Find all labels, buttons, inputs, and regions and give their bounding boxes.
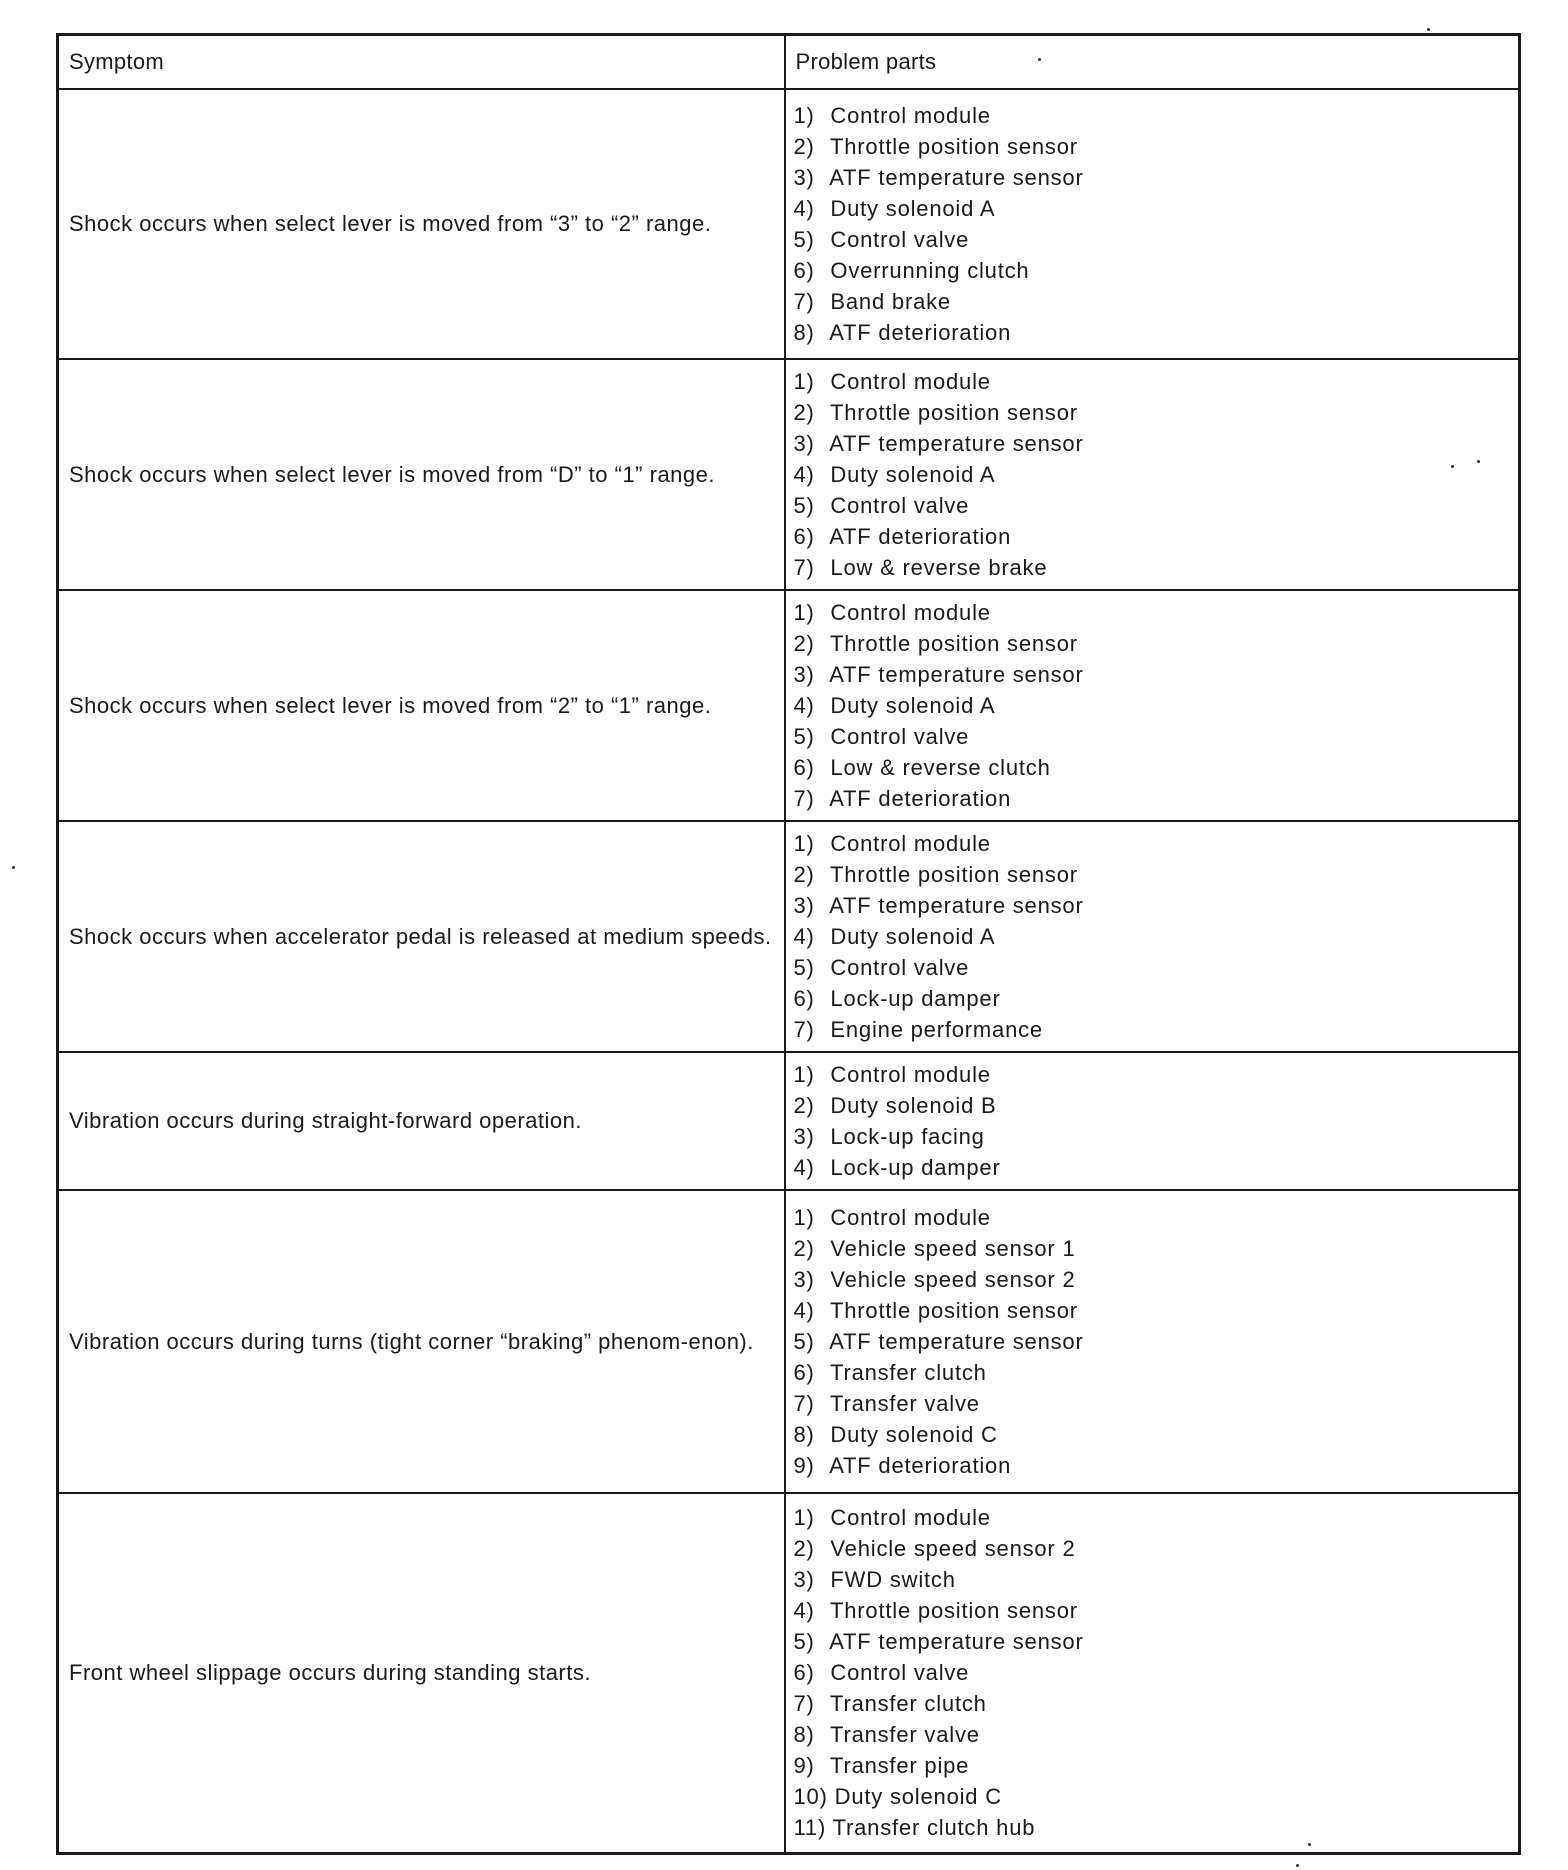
symptom-table — [56, 33, 1521, 1855]
list-item — [794, 1626, 1511, 1657]
document-page — [56, 33, 1518, 1855]
list-item — [794, 783, 1511, 814]
part-name: Control module — [830, 1062, 991, 1087]
list-item — [794, 1750, 1511, 1781]
part-name: Control module — [830, 1205, 991, 1230]
list-item — [794, 366, 1511, 397]
list-item — [794, 552, 1511, 583]
list-item — [794, 1202, 1511, 1233]
item-number: 4) — [793, 1155, 815, 1180]
list-item — [794, 1450, 1511, 1481]
part-name: Throttle position sensor — [830, 631, 1078, 656]
part-name: Throttle position sensor — [830, 134, 1078, 159]
list-item — [794, 162, 1511, 193]
list-item — [794, 752, 1511, 783]
problem-parts-cell — [785, 89, 1520, 359]
list-item — [794, 1812, 1511, 1843]
item-number: 6) — [793, 258, 815, 283]
item-number: 5) — [793, 1329, 815, 1354]
item-number: 8) — [793, 1422, 815, 1447]
part-name: Transfer clutch — [830, 1691, 987, 1717]
item-number: 5) — [793, 1629, 815, 1655]
part-name: Transfer valve — [830, 1722, 980, 1748]
problem-parts-cell — [785, 1493, 1520, 1853]
item-number: 2) — [793, 1093, 815, 1118]
list-item — [794, 317, 1511, 348]
list-item — [794, 952, 1511, 983]
part-name: ATF temperature sensor — [829, 1329, 1084, 1354]
item-number: 3) — [793, 1567, 815, 1593]
problem-parts-cell — [785, 590, 1520, 821]
list-item — [794, 1595, 1511, 1626]
item-number: 6) — [793, 1360, 815, 1385]
part-name: Control module — [830, 103, 991, 128]
item-number: 3) — [793, 1267, 815, 1292]
item-number: 3) — [793, 431, 815, 456]
part-name: ATF temperature sensor — [829, 893, 1084, 918]
list-item — [794, 721, 1511, 752]
list-item — [794, 1719, 1511, 1750]
part-name: Vehicle speed sensor 2 — [830, 1267, 1076, 1292]
item-number: 3) — [793, 165, 815, 190]
list-item — [794, 628, 1511, 659]
item-number: 3) — [793, 1124, 815, 1149]
item-number: 1) — [793, 369, 815, 394]
part-name: Transfer pipe — [830, 1753, 970, 1779]
scan-speck — [1308, 1843, 1311, 1846]
list-item — [794, 255, 1511, 286]
item-number: 7) — [793, 1691, 815, 1717]
list-item — [794, 428, 1511, 459]
list-item — [794, 1295, 1511, 1326]
part-name: Throttle position sensor — [830, 400, 1078, 425]
item-number: 4) — [793, 196, 815, 221]
item-number: 1) — [793, 1505, 815, 1531]
part-name: Lock-up damper — [830, 986, 1001, 1011]
part-name: Transfer valve — [830, 1391, 980, 1416]
part-name: ATF deterioration — [829, 1453, 1012, 1478]
item-number: 1) — [793, 103, 815, 128]
header-row — [58, 35, 1520, 90]
list-item — [794, 459, 1511, 490]
part-name: Lock-up facing — [830, 1124, 985, 1149]
list-item — [794, 1533, 1511, 1564]
part-name: Duty solenoid A — [830, 196, 996, 221]
part-name: ATF temperature sensor — [829, 662, 1084, 687]
item-number: 2) — [793, 631, 815, 656]
part-name: Vehicle speed sensor 2 — [830, 1536, 1076, 1562]
list-item — [794, 131, 1511, 162]
scan-speck — [12, 866, 15, 869]
list-item — [794, 1419, 1511, 1450]
symptom-cell: Shock occurs when accelerator pedal is released at medium speeds. — [58, 821, 785, 1052]
symptom-cell: Shock occurs when select lever is moved from “2” to “1” range. — [58, 590, 785, 821]
part-name: Lock-up damper — [830, 1155, 1001, 1180]
list-item — [794, 1657, 1511, 1688]
table-row — [58, 1190, 1520, 1493]
part-name: ATF deterioration — [829, 524, 1012, 549]
part-name: Control module — [830, 600, 991, 625]
list-item — [794, 1233, 1511, 1264]
symptom-cell: Vibration occurs during straight-forward operation. — [58, 1052, 785, 1190]
part-name: Control valve — [830, 227, 970, 252]
part-name: Control valve — [830, 724, 970, 749]
item-number: 1) — [793, 1205, 815, 1230]
item-number: 10) — [793, 1784, 828, 1810]
part-name: Low & reverse brake — [830, 555, 1048, 580]
list-item — [794, 397, 1511, 428]
item-number: 8) — [793, 1722, 815, 1748]
item-number: 7) — [793, 289, 815, 314]
item-number: 7) — [793, 1017, 815, 1042]
item-number: 6) — [793, 755, 815, 780]
part-name: FWD switch — [830, 1567, 956, 1593]
part-name: ATF deterioration — [829, 786, 1012, 811]
list-item — [794, 690, 1511, 721]
part-name: Duty solenoid A — [830, 693, 996, 718]
problem-parts-cell — [785, 359, 1520, 590]
problem-parts-cell — [785, 1190, 1520, 1493]
parts-list — [794, 100, 1511, 348]
part-name: Control module — [830, 369, 991, 394]
list-item — [794, 1264, 1511, 1295]
scan-speck — [1296, 1864, 1299, 1867]
item-number: 9) — [793, 1453, 815, 1478]
list-item — [794, 1781, 1511, 1812]
part-name: Control module — [830, 831, 991, 856]
item-number: 1) — [793, 600, 815, 625]
symptom-cell: Shock occurs when select lever is moved from “D” to “1” range. — [58, 359, 785, 590]
item-number: 2) — [793, 862, 815, 887]
item-number: 2) — [793, 1536, 815, 1562]
table-row — [58, 1052, 1520, 1190]
item-number: 3) — [793, 662, 815, 687]
list-item — [794, 828, 1511, 859]
parts-list — [794, 828, 1511, 1045]
list-item — [794, 921, 1511, 952]
list-item — [794, 1121, 1511, 1152]
part-name: ATF temperature sensor — [829, 1629, 1084, 1655]
table-row — [58, 89, 1520, 359]
part-name: Throttle position sensor — [830, 1298, 1078, 1323]
item-number: 6) — [793, 1660, 815, 1686]
scan-speck — [1451, 465, 1454, 468]
item-number: 4) — [793, 1598, 815, 1624]
part-name: Control valve — [830, 493, 970, 518]
problem-parts-cell — [785, 1052, 1520, 1190]
symptom-header: Symptom — [58, 35, 785, 90]
part-name: Duty solenoid B — [830, 1093, 997, 1118]
list-item — [794, 597, 1511, 628]
part-name: Control valve — [830, 955, 970, 980]
part-name: Vehicle speed sensor 1 — [830, 1236, 1076, 1261]
part-name: ATF deterioration — [829, 320, 1012, 345]
part-name: Transfer clutch hub — [832, 1815, 1036, 1841]
item-number: 7) — [793, 1391, 815, 1416]
table-row — [58, 821, 1520, 1052]
parts-list — [794, 366, 1511, 583]
list-item — [794, 193, 1511, 224]
symptom-cell: Vibration occurs during turns (tight corner “braking” phenom-enon). — [58, 1190, 785, 1493]
list-item — [794, 1502, 1511, 1533]
part-name: ATF temperature sensor — [829, 431, 1084, 456]
part-name: Engine performance — [830, 1017, 1043, 1042]
item-number: 5) — [793, 955, 815, 980]
item-number: 7) — [793, 786, 815, 811]
item-number: 7) — [793, 555, 815, 580]
list-item — [794, 1014, 1511, 1045]
item-number: 6) — [793, 524, 815, 549]
part-name: Transfer clutch — [830, 1360, 987, 1385]
list-item — [794, 1152, 1511, 1183]
list-item — [794, 859, 1511, 890]
symptom-cell: Shock occurs when select lever is moved from “3” to “2” range. — [58, 89, 785, 359]
item-number: 9) — [793, 1753, 815, 1779]
item-number: 4) — [793, 462, 815, 487]
scan-speck — [1477, 460, 1480, 463]
table-row — [58, 359, 1520, 590]
item-number: 2) — [793, 134, 815, 159]
problem-parts-cell — [785, 821, 1520, 1052]
item-number: 4) — [793, 693, 815, 718]
list-item — [794, 224, 1511, 255]
list-item — [794, 1357, 1511, 1388]
parts-list — [794, 1502, 1511, 1843]
item-number: 3) — [793, 893, 815, 918]
part-name: Throttle position sensor — [830, 862, 1078, 887]
list-item — [794, 1564, 1511, 1595]
item-number: 4) — [793, 1298, 815, 1323]
list-item — [794, 1090, 1511, 1121]
table-row — [58, 590, 1520, 821]
parts-list — [794, 597, 1511, 814]
list-item — [794, 890, 1511, 921]
table-row — [58, 1493, 1520, 1853]
part-name: Duty solenoid C — [830, 1422, 998, 1447]
list-item — [794, 100, 1511, 131]
part-name: Low & reverse clutch — [830, 755, 1051, 780]
item-number: 4) — [793, 924, 815, 949]
part-name: Duty solenoid C — [834, 1784, 1002, 1810]
scan-speck — [1427, 28, 1430, 31]
part-name: Overrunning clutch — [830, 258, 1030, 283]
scan-speck — [1038, 58, 1041, 61]
item-number: 11) — [793, 1815, 827, 1841]
part-name: Control module — [830, 1505, 991, 1531]
item-number: 2) — [793, 400, 815, 425]
part-name: Throttle position sensor — [830, 1598, 1078, 1624]
item-number: 1) — [793, 831, 815, 856]
part-name: Control valve — [830, 1660, 970, 1686]
list-item — [794, 286, 1511, 317]
list-item — [794, 1326, 1511, 1357]
list-item — [794, 659, 1511, 690]
parts-list — [794, 1059, 1511, 1183]
problem-parts-header: Problem parts — [785, 35, 1520, 90]
item-number: 5) — [793, 227, 815, 252]
list-item — [794, 1688, 1511, 1719]
item-number: 8) — [793, 320, 815, 345]
part-name: Band brake — [830, 289, 951, 314]
list-item — [794, 1059, 1511, 1090]
item-number: 2) — [793, 1236, 815, 1261]
part-name: Duty solenoid A — [830, 462, 996, 487]
item-number: 6) — [793, 986, 815, 1011]
list-item — [794, 490, 1511, 521]
part-name: ATF temperature sensor — [829, 165, 1084, 190]
parts-list — [794, 1202, 1511, 1481]
list-item — [794, 983, 1511, 1014]
item-number: 1) — [793, 1062, 815, 1087]
item-number: 5) — [793, 493, 815, 518]
item-number: 5) — [793, 724, 815, 749]
part-name: Duty solenoid A — [830, 924, 996, 949]
list-item — [794, 521, 1511, 552]
symptom-cell: Front wheel slippage occurs during standing starts. — [58, 1493, 785, 1853]
list-item — [794, 1388, 1511, 1419]
